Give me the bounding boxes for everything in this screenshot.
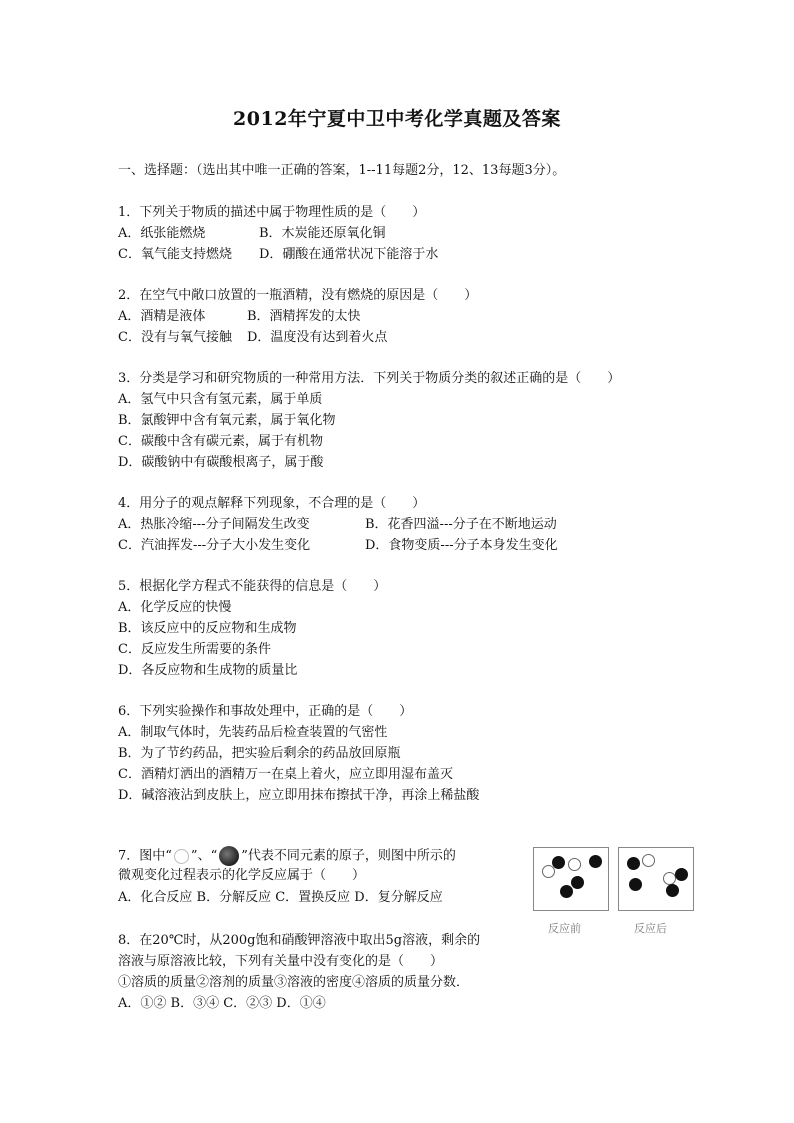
- q7-stem-line1: [118, 846, 456, 866]
- dark-atom: [675, 868, 688, 881]
- caption-before: 反应前: [548, 922, 581, 935]
- q4-option-d: D．食物变质---分子本身发生变化: [365, 538, 558, 553]
- q1-stem: 1．下列关于物质的描述中属于物理性质的是（ ）: [118, 205, 426, 220]
- q7-stem-part2: ”、“: [190, 848, 218, 864]
- dark-atom: [560, 885, 573, 898]
- q8-stem-line2: 溶液与原溶液比较，下列有关量中没有变化的是（ ）: [118, 954, 444, 969]
- q1-option-c: C．氧气能支持燃烧: [118, 247, 232, 262]
- q1-option-d: D．硼酸在通常状况下能溶于水: [259, 247, 439, 262]
- q3-option-a: A．氢气中只含有氢元素，属于单质: [118, 392, 323, 407]
- q3-option-c: C．碳酸中含有碳元素，属于有机物: [118, 434, 323, 449]
- light-atom: [542, 865, 555, 878]
- dark-atom: [666, 884, 679, 897]
- q6-option-c: C．酒精灯洒出的酒精万一在桌上着火，应立即用湿布盖灭: [118, 767, 453, 782]
- q5-stem: 5．根据化学方程式不能获得的信息是（ ）: [118, 579, 387, 594]
- q6-option-a: A．制取气体时，先装药品后检查装置的气密性: [118, 725, 388, 740]
- caption-after: 反应后: [634, 922, 667, 935]
- dark-atom-icon: [219, 846, 239, 866]
- q1-option-b: B．木炭能还原氧化铜: [259, 226, 386, 241]
- q6-option-b: B．为了节约药品，把实验后剩余的药品放回原瓶: [118, 746, 401, 761]
- q5-option-d: D．各反应物和生成物的质量比: [118, 663, 298, 678]
- page-title: 2012年宁夏中卫中考化学真题及答案: [233, 108, 561, 130]
- white-atom-icon: [174, 849, 189, 864]
- q6-stem: 6．下列实验操作和事故处理中，正确的是（ ）: [118, 704, 413, 719]
- q2-stem: 2．在空气中敞口放置的一瓶酒精，没有燃烧的原因是（ ）: [118, 288, 478, 303]
- after-reaction-box: [618, 847, 694, 911]
- section-heading: 一、选择题：（选出其中唯一正确的答案，1--11每题2分，12、13每题3分）。: [118, 163, 566, 178]
- q4-option-c: C．汽油挥发---分子大小发生变化: [118, 538, 311, 553]
- q6-option-d: D．碱溶液沾到皮肤上，应立即用抹布擦拭干净，再涂上稀盐酸: [118, 788, 480, 803]
- q5-option-b: B．该反应中的反应物和生成物: [118, 621, 297, 636]
- q3-stem: 3．分类是学习和研究物质的一种常用方法．下列关于物质分类的叙述正确的是（ ）: [118, 371, 621, 386]
- q7-stem-line2: 微观变化过程表示的化学反应属于（ ）: [118, 868, 366, 883]
- dark-atom: [589, 855, 602, 868]
- light-atom: [642, 854, 655, 867]
- before-reaction-box: [533, 847, 609, 911]
- q2-option-b: B．酒精挥发的太快: [247, 309, 361, 324]
- q7-stem-part3: ”代表不同元素的原子，则图中所示的: [241, 848, 456, 864]
- q2-option-d: D．温度没有达到着火点: [247, 330, 388, 345]
- q5-option-a: A．化学反应的快慢: [118, 600, 232, 615]
- q3-option-b: B．氯酸钾中含有氧元素，属于氧化物: [118, 413, 336, 428]
- q5-option-c: C．反应发生所需要的条件: [118, 642, 271, 657]
- q4-option-b: B．花香四溢---分子在不断地运动: [365, 517, 557, 532]
- q1-option-a: A．纸张能燃烧: [118, 226, 206, 241]
- q2-option-c: C．没有与氧气接触: [118, 330, 232, 345]
- q2-option-a: A．酒精是液体: [118, 309, 206, 324]
- q3-option-d: D．碳酸钠中有碳酸根离子，属于酸: [118, 455, 324, 470]
- dark-atom: [627, 857, 640, 870]
- q8-stem-line1: 8．在20℃时，从200g饱和硝酸钾溶液中取出5g溶液，剩余的: [118, 933, 481, 948]
- q8-stem-line3: ①溶质的质量②溶剂的质量③溶液的密度④溶质的质量分数．: [118, 975, 470, 990]
- q4-option-a: A．热胀冷缩---分子间隔发生改变: [118, 517, 310, 532]
- light-atom: [568, 858, 581, 871]
- q4-stem: 4．用分子的观点解释下列现象，不合理的是（ ）: [118, 496, 426, 511]
- q8-options: A．①② B．③④ C．②③ D．①④: [118, 996, 326, 1011]
- dark-atom: [571, 876, 584, 889]
- q7-stem-part1: 7．图中“: [118, 848, 172, 864]
- dark-atom: [629, 878, 642, 891]
- q7-options: A．化合反应 B．分解反应 C．置换反应 D．复分解反应: [118, 890, 443, 905]
